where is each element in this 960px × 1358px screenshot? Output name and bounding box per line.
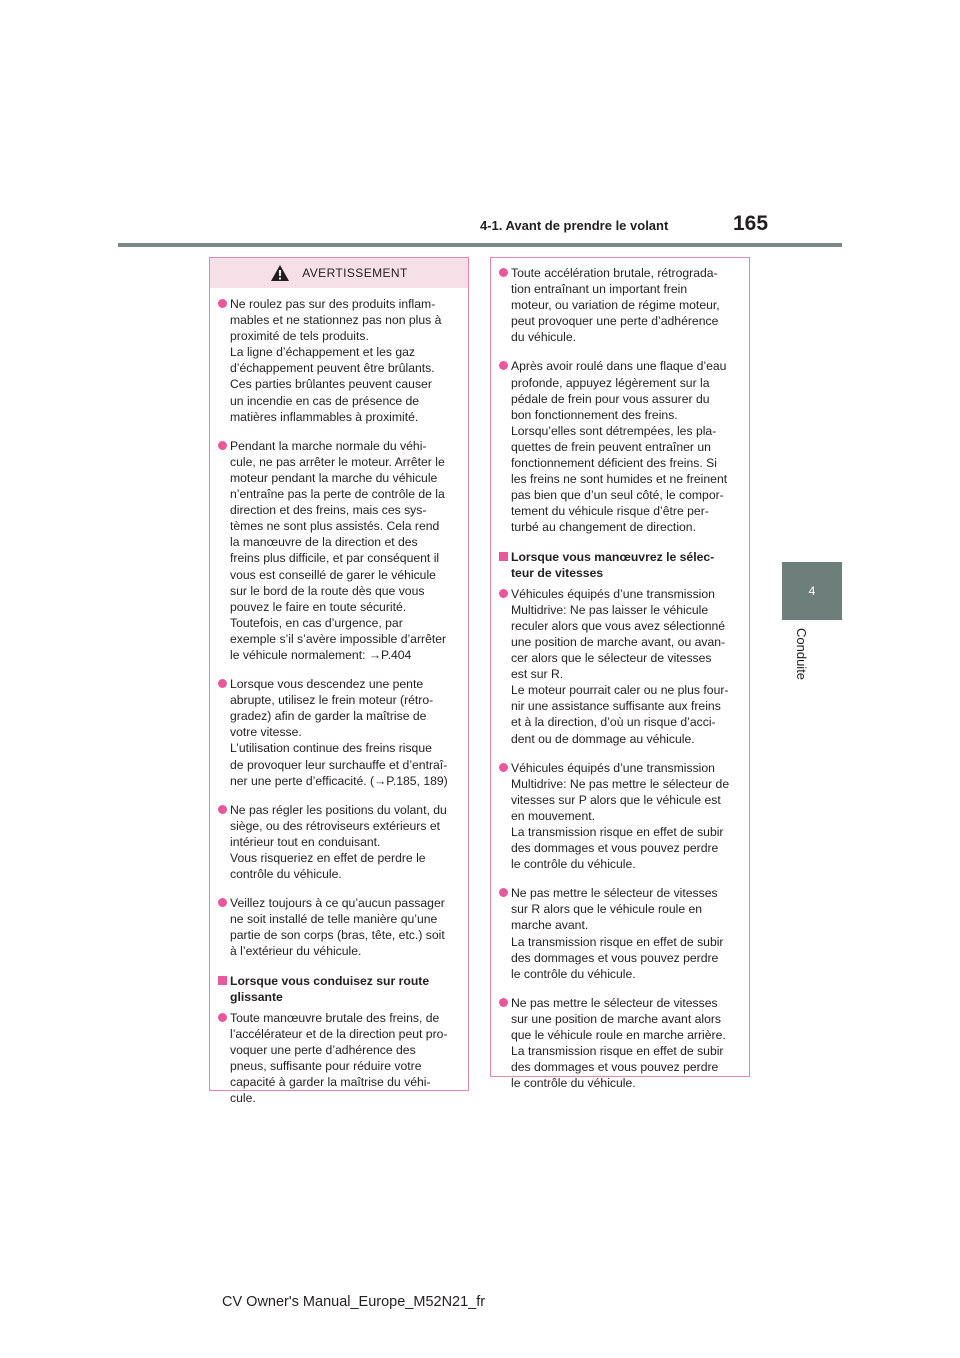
item-text: Ne pas mettre le sélecteur de vitesses sur une position de marche avant alors que le véhicule roule en marche arrière. La transmission risque en effet de subir des dommages et vous pouvez perdre le contrôle du véhicule. <box>511 995 726 1091</box>
round-bullet-icon <box>218 441 227 450</box>
round-bullet-icon <box>218 679 227 688</box>
section-title: 4-1. Avant de prendre le volant <box>480 218 669 233</box>
chapter-number: 4 <box>808 584 816 598</box>
subheading-text: Lorsque vous manœuvrez le sélec- teur de vitesses <box>511 549 715 580</box>
warning-box-right <box>490 257 750 1091</box>
item-text: Après avoir roulé dans une flaque d’eau profonde, appuyez légèrement sur la pédale de frein pour vous assurer du bon fonctionnement des freins. Lorsqu’elles sont détrempées, les pla- quettes de frein peuvent entraîner un fonctionnement déficient des freins. Si les freins ne sont humides et ne freinent pas bien que d’un seul côté, le compor- tement du véhicule risque d’être per- turbé au changement de direction. <box>511 359 728 535</box>
item-text: Ne roulez pas sur des produits inflam- mables et ne stationnez pas non plus à proximité de tels produits. La ligne d’échappement et les gaz d’échappement peuvent être brûlants. Ces parties brûlantes peuvent causer un incendie en cas de présence de matières inflammables à proximité. <box>230 297 442 424</box>
item-text: Ne pas régler les positions du volant, du siège, ou des rétroviseurs extérieurs et intérieur tout en conduisant. Vous risqueriez en effet de perdre le contrôle du véhicule. <box>230 802 447 882</box>
warning-left-content <box>210 288 468 1106</box>
warning-right-content <box>491 258 749 1091</box>
item-text: Véhicules équipés d’une transmission Multidrive: Ne pas mettre le sélecteur de vitesses sur P alors que le véhicule est en mouvement. La transmission risque en effet de subir des dommages et vous pouvez perdre le contrôle du véhicule. <box>511 760 730 872</box>
warning-item <box>218 296 458 425</box>
warning-triangle-icon <box>270 264 290 282</box>
warning-item <box>218 676 458 789</box>
warning-header <box>210 258 468 288</box>
chapter-tab <box>782 562 842 620</box>
square-bullet-icon <box>499 552 508 561</box>
chapter-label: Conduite <box>794 628 809 681</box>
footer-manual-id: CV Owner's Manual_Europe_M52N21_fr <box>222 1294 486 1310</box>
item-text: Véhicules équipés d’une transmission Multidrive: Ne pas laisser le véhicule reculer alors que vous avez sélectionné une position de marche avant, ou avan- cer alors que le sélecteur de vitesses est sur R. Le moteur pourrait caler ou ne plus four- nir une assistance suffisante aux freins et à la direction, d’où un risque d’acci- dent ou de dommage au véhicule. <box>511 586 729 746</box>
warning-item <box>218 802 458 882</box>
item-text: Pendant la marche normale du véhi- cule, ne pas arrêter le moteur. Arrêter le moteur pendant la marche du véhicule n’entraîne pas la perte de contrôle de la direction et des freins, mais ces sys- tèmes ne sont plus assistés. Cela rend la manœuvre de la direction et des freins plus difficile, et par conséquent il vous est conseillé de garer le véhicule sur le bord de la route dès que vous pouvez le faire en toute sécurité. Toutefois, en cas d’urgence, par exemple s’il s’avère impossible d’arrêter le véhicule normalement: →P.404 <box>230 438 447 662</box>
round-bullet-icon <box>499 888 508 897</box>
warning-item <box>218 895 458 959</box>
warning-item <box>499 885 739 982</box>
warning-title: AVERTISSEMENT <box>302 266 408 280</box>
item-text: Ne pas mettre le sélecteur de vitesses sur R alors que le véhicule roule en marche avant. La transmission risque en effet de subir des dommages et vous pouvez perdre le contrôle du véhicule. <box>511 886 724 981</box>
warning-item <box>499 265 739 345</box>
subheading-text: Lorsque vous conduisez sur route glissante <box>230 973 430 1004</box>
warning-item <box>499 760 739 873</box>
round-bullet-icon <box>218 1013 227 1022</box>
round-bullet-icon <box>218 805 227 814</box>
round-bullet-icon <box>218 898 227 907</box>
warning-item <box>499 995 739 1092</box>
item-text: Toute manœuvre brutale des freins, de l’accélérateur et de la direction peut pro- voquer une perte d’adhérence des pneus, suffisante pour réduire votre capacité à garder la maîtrise du véhi- cule. <box>230 1010 448 1106</box>
header-divider <box>118 243 842 247</box>
warning-item <box>499 358 739 535</box>
warning-item <box>499 586 739 747</box>
warning-item <box>218 1010 458 1107</box>
item-text: Veillez toujours à ce qu’aucun passager ne soit installé de telle manière qu’une partie de son corps (bras, tête, etc.) soit à l’extérieur du véhicule. <box>230 896 445 959</box>
warning-item <box>218 438 458 663</box>
round-bullet-icon <box>499 763 508 772</box>
page-number: 165 <box>733 212 769 235</box>
round-bullet-icon <box>499 589 508 598</box>
warning-subheading <box>499 549 739 581</box>
round-bullet-icon <box>218 299 227 308</box>
warning-box-left <box>209 257 469 1106</box>
square-bullet-icon <box>218 976 227 985</box>
round-bullet-icon <box>499 361 508 370</box>
item-text: Toute accélération brutale, rétrograda- tion entraînant un important frein moteur, ou variation de régime moteur, peut provoquer une perte d’adhérence du véhicule. <box>511 266 720 345</box>
warning-subheading <box>218 973 458 1005</box>
item-text: Lorsque vous descendez une pente abrupte, utilisez le frein moteur (rétro- gradez) afin de garder la maîtrise de votre vitesse. L’utilisation continue des freins risque de provoquer leur surchauffe et d’entraî- ner une perte d’efficacité. (→P.185, 189) <box>230 677 448 788</box>
round-bullet-icon <box>499 998 508 1007</box>
round-bullet-icon <box>499 268 508 277</box>
